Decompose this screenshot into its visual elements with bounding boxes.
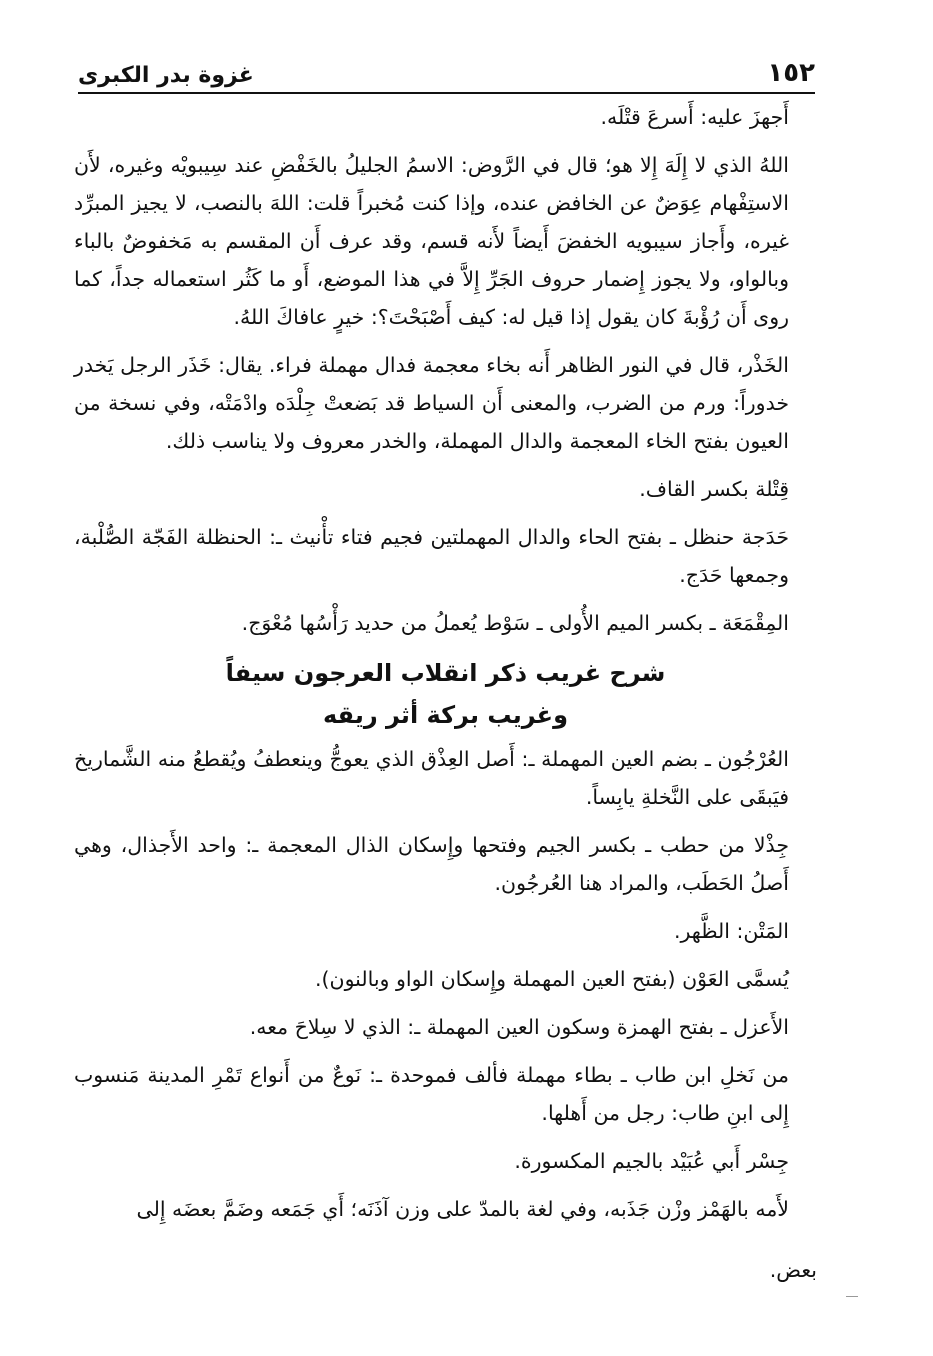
page-body — [74, 98, 817, 1288]
paragraph: من نَخلِ ابن طاب ـ بطاء مهملة فألف فموحدة ـ: نَوعٌ من أَنواع تَمْرِ المدينة مَنسوب إِلى ابنِ طاب: رجل من أَهلها. — [74, 1063, 789, 1125]
page-number: ١٥٢ — [767, 58, 815, 88]
paragraph: المِقْمَعَة ـ بكسر الميم الأُولى ـ سَوْط يُعملُ من حديد رَأْسُها مُعْوَج. — [241, 611, 789, 635]
page-header — [78, 42, 815, 94]
paragraph: قِتْلة بكسر القاف. — [639, 477, 789, 501]
paragraph: الأَعزل ـ بفتح الهمزة وسكون العين المهملة ـ: الذي لا سِلاحَ معه. — [249, 1015, 789, 1039]
paragraph: المَتْن: الظَّهر. — [673, 919, 789, 943]
continuation-word: بعض. — [769, 1258, 817, 1282]
margin-mark — [846, 1296, 858, 1297]
paragraph: اللهُ الذي لا إِلَهَ إِلا هو؛ قال في الرَّوض: الاسمُ الجليلُ بالخَفْضِ عند سِيبويْه وغيره، لأَن الاستِفْهام عِوَضٌ عن الخافض عنده، وإذا كنت مُخبراً قلت: اللهَ بالنصب، لا يجيز المبرِّد غيره، وأَجاز سيبويه الخفضَ أَيضاً لأَنه قسم، وقد عرف أَن المقسم به مَخفوضٌ بالباء وبالواو، ولا يجوز إِضمار حروف الجَرِّ إِلاَّ في هذا الموضع، أَو ما كَثُر استعماله جداً، كما روى أَن رُؤْبةَ كان يقول إذا قيل له: كيف أَصْبَحْتَ؟: خيرٍ عافاكَ اللهُ. — [74, 153, 789, 329]
paragraph: جِذْلا من حطب ـ بكسر الجيم وفتحها وإِسكان الذال المعجمة ـ: واحد الأَجذال، وهي أَصلُ الحَطَب، والمراد هنا العُرجُون. — [74, 833, 789, 895]
paragraph: العُرْجُون ـ بضم العين المهملة ـ: أَصل العِذْق الذي يعوجُّ وينعطفُ ويُقطعُ منه الشَّماريخ فيَبقَى على النَّخلةِ يابِساً. — [74, 747, 789, 809]
section-title-line-2: وغريب بركة أثر ريقه — [322, 701, 568, 729]
paragraph: حَدَجة حنظل ـ بفتح الحاء والدال المهملتين فجيم فتاء تأْنيث ـ: الحنظلة الفَجّة الصُّلْبة، وجمعها حَدَج. — [74, 525, 789, 587]
paragraph: أَجهزَ عليه: أَسرعَ قتْلَه. — [600, 105, 789, 129]
section-title-line-1: شرح غريب ذكر انقلاب العرجون سيفاً — [225, 659, 666, 687]
paragraph: جِسْر أَبي عُبَيْد بالجيم المكسورة. — [514, 1149, 789, 1173]
paragraph: لأَمه بالهَمْز وزْن جَذَبه، وفي لغة بالمدّ على وزن آذَنَه؛ أَي جَمَعه وضَمَّ بعضَه إِلى — [136, 1197, 789, 1221]
paragraph: الخَذْر، قال في النور الظاهر أَنه بخاء معجمة فدال مهملة فراء. يقال: خَذَر الرجل يَخدر خدوراً: ورم من الضرب، والمعنى أَن السياط قد بَضعتْ جِلْدَه وادْمَتْه، وفي نسخة من العيون بفتح الخاء المعجمة والدال المهملة، والخدر معروف ولا يناسب ذلك. — [74, 353, 789, 453]
section-title — [74, 652, 817, 736]
running-title: غزوة بدر الكبرى — [78, 63, 254, 88]
paragraph: يُسمَّى العَوْن (بفتح العين المهملة وإِسكان الواو وبالنون). — [315, 967, 789, 991]
